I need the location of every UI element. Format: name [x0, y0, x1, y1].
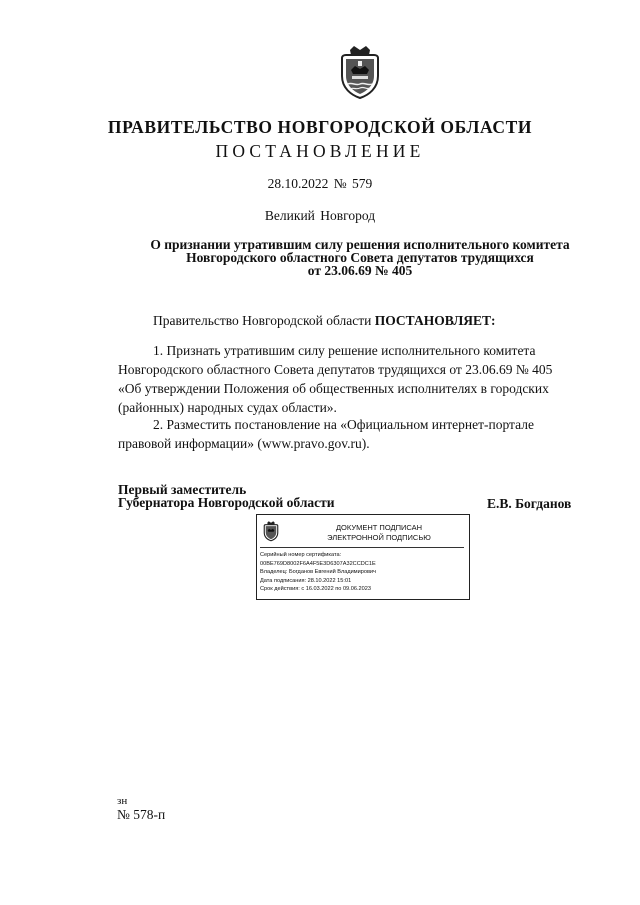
stamp-validity: Срок действия: с 16.03.2022 по 09.06.2023	[260, 586, 371, 593]
signer-position	[118, 483, 335, 509]
document-subject	[100, 238, 620, 277]
signer-name: Е.В. Богданов	[487, 496, 572, 511]
stamp-header-line: ЭЛЕКТРОННОЙ ПОДПИСЬЮ	[327, 533, 431, 542]
stamp-header-line: ДОКУМЕНТ ПОДПИСАН	[335, 523, 423, 532]
signer-position-line: Губернатора Новгородской области	[118, 495, 335, 510]
resolution-item-1	[118, 341, 602, 417]
stamp-details	[260, 551, 376, 594]
signer-position-line: Первый заместитель	[118, 482, 247, 497]
government-title: ПРАВИТЕЛЬСТВО НОВГОРОДСКОЙ ОБЛАСТИ	[107, 117, 533, 137]
stamp-coat-of-arms-icon	[262, 520, 280, 542]
item-line: Новгородского областного Совета депутатов трудящихся от 23.06.69 № 405	[118, 362, 553, 377]
electronic-signature-stamp	[256, 514, 470, 600]
preamble-resolves: ПОСТАНОВЛЯЕТ:	[374, 313, 496, 328]
subject-line: Новгородского областного Совета депутатов трудящихся	[186, 250, 534, 265]
preamble	[153, 313, 496, 329]
stamp-cert-serial: 00BE769D8002F6A4F5E3D6307A32CCDC1E	[260, 560, 376, 567]
document-date-number: 28.10.2022 № 579	[267, 176, 373, 191]
coat-of-arms-icon	[336, 44, 384, 100]
subject-line: от 23.06.69 № 405	[307, 263, 413, 278]
stamp-header	[293, 523, 465, 543]
resolution-item-2	[118, 415, 602, 453]
subject-line: О признании утратившим силу решения исполнительного комитета	[150, 237, 570, 252]
stamp-divider	[260, 547, 464, 548]
item-line: 2. Разместить постановление на «Официальном интернет-портале	[153, 417, 534, 432]
stamp-owner: Владелец: Богданов Евгений Владимирович	[260, 569, 376, 576]
document-type: ПОСТАНОВЛЕНИЕ	[215, 141, 425, 161]
preamble-text: Правительство Новгородской области	[153, 313, 375, 328]
stamp-cert-label: Серийный номер сертификата:	[260, 552, 342, 558]
item-line: 1. Признать утратившим силу решение исполнительного комитета	[153, 343, 536, 358]
stamp-sign-date: Дата подписания: 28.10.2022 15:01	[260, 577, 352, 584]
footer-code: зн	[117, 795, 128, 807]
footer-doc-number: № 578-п	[117, 807, 166, 822]
item-line: (районных) народных судах области».	[118, 400, 337, 415]
document-city: Великий Новгород	[264, 208, 376, 223]
item-line: «Об утверждении Положения об общественных исполнителях в городских	[118, 381, 549, 396]
item-line: правовой информации» (www.pravo.gov.ru).	[118, 436, 370, 451]
